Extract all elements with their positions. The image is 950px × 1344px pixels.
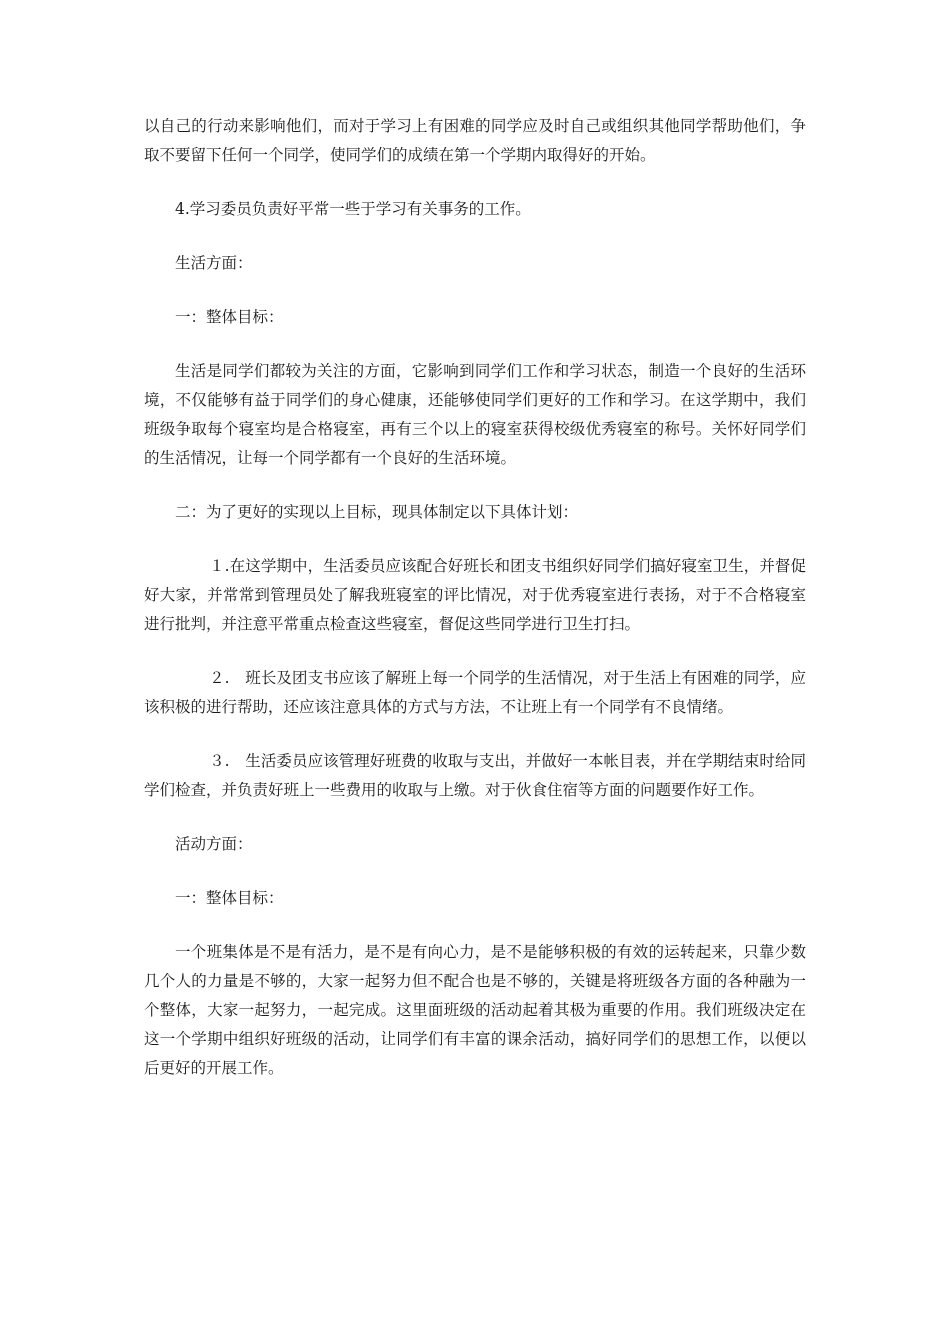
list-item-life-2: ２. 班长及团支书应该了解班上每一个同学的生活情况，对于生活上有困难的同学，应该积极的进行帮助，还应该注意具体的方式与方法，不让班上有一个同学有不良情绪。 <box>144 669 806 716</box>
paragraph-activity-goal: 一个班集体是不是有活力，是不是有向心力，是不是能够积极的有效的运转起来，只靠少数几个人的力量是不够的，大家一起努力但不配合也是不够的，关键是将班级各方面的各种融为一个整体，大家一起努力，一起完成。这里面班级的活动起着其极为重要的作用。我们班级决定在这一个学期中组织好班级的活动，让同学们有丰富的课余活动，搞好同学们的思想工作，以便以后更好的开展工作。 <box>144 943 806 1077</box>
paragraph-study-committee: 4.学习委员负责好平常一些于学习有关事务的工作。 <box>175 200 531 218</box>
paragraph-study-help: 以自己的行动来影响他们，而对于学习上有困难的同学应及时自己或组织其他同学帮助他们，争取不要留下任何一个同学，使同学们的成绩在第一个学期内取得好的开始。 <box>144 117 806 164</box>
paragraph-life-goal: 生活是同学们都较为关注的方面，它影响到同学们工作和学习状态，制造一个良好的生活环境，不仅能够有益于同学们的身心健康，还能够使同学们更好的工作和学习。在这学期中，我们班级争取每个寝室均是合格寝室，再有三个以上的寝室获得校级优秀寝室的称号。关怀好同学们的生活情况，让每一个同学都有一个良好的生活环境。 <box>144 362 806 467</box>
heading-activity-goal: 一：整体目标： <box>175 889 284 907</box>
heading-life: 生活方面： <box>175 254 253 272</box>
list-item-life-3: ３. 生活委员应该管理好班费的收取与支出，并做好一本帐目表，并在学期结束时给同学们检查，并负责好班上一些费用的收取与上缴。对于伙食住宿等方面的问题要作好工作。 <box>144 752 806 799</box>
list-item-life-1: １.在这学期中，生活委员应该配合好班长和团支书组织好同学们搞好寝室卫生，并督促好大家，并常常到管理员处了解我班寝室的评比情况，对于优秀寝室进行表扬，对于不合格寝室进行批判，并注意平常重点检查这些寝室，督促这些同学进行卫生打扫。 <box>144 557 806 633</box>
heading-life-goal: 一：整体目标： <box>175 308 284 326</box>
heading-life-plan: 二：为了更好的实现以上目标，现具体制定以下具体计划： <box>175 503 579 521</box>
heading-activity: 活动方面： <box>175 835 253 853</box>
document-page <box>144 112 806 1083</box>
